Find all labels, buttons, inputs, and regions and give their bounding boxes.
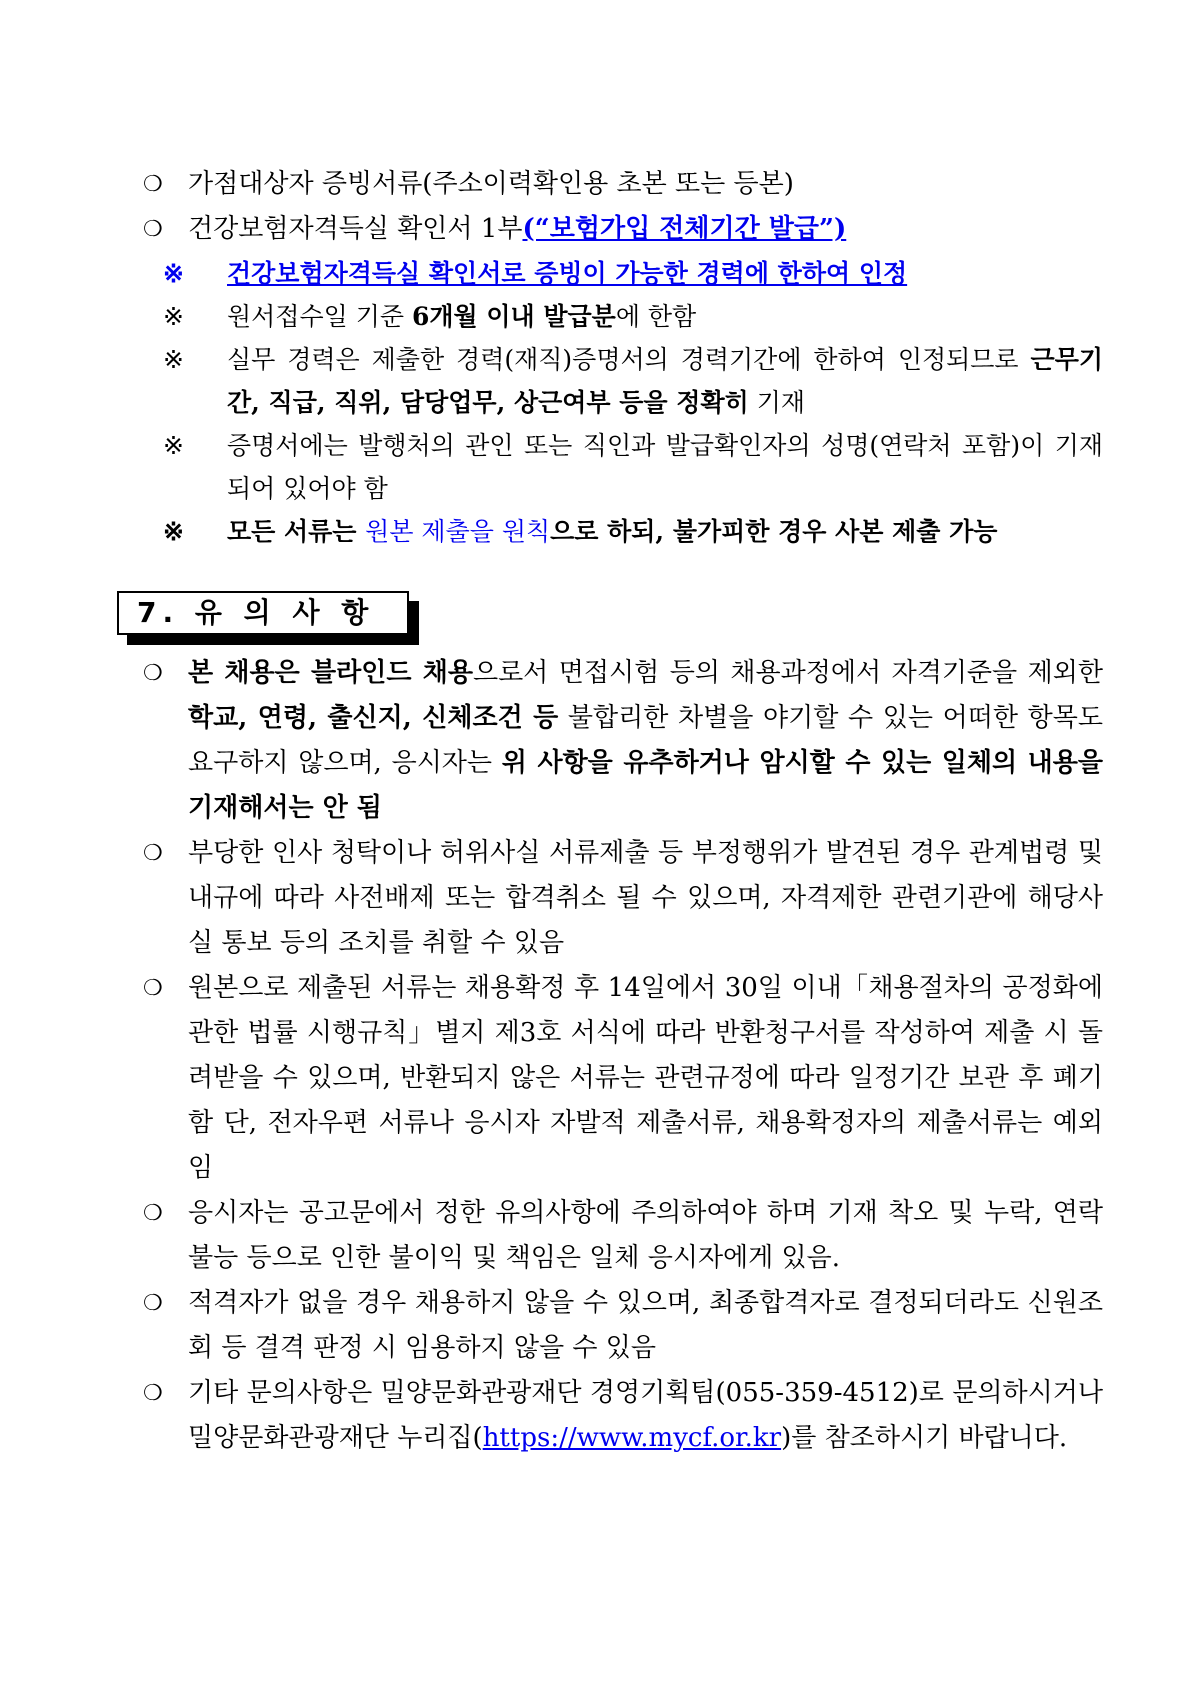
reference-mark: ※: [163, 302, 184, 331]
bold-text: 근무기간, 직급, 직위, 담당업무, 상근여부 등을 정확히: [227, 345, 1103, 417]
bullet-text: 원본으로 제출된 서류는 채용확정 후 14일에서 30일 이내「채용절차의 공정화에 관한 법률 시행규칙」별지 제3호 서식에 따라 반환청구서를 작성하여 제출 시 돌려받을 수 있으며, 반환되지 않은 서류는 관련규정에 따라 일정기간 보관 후 폐기함 단, 전자우편 서류나 응시자 자발적 제출서류, 채용확정자의 제출서류는 예외임: [188, 973, 1103, 1183]
bullet-item: [143, 162, 1103, 207]
bullet-item: [143, 207, 1103, 252]
bullet-item: [143, 966, 1103, 1191]
bullet-text: 으로서 면접시험 등의 채용과정에서 자격기준을 제외한: [472, 658, 1103, 688]
note-text: 원서접수일 기준: [227, 302, 412, 331]
note-item: [163, 510, 1103, 553]
bullet-text: )를 참조하시기 바랍니다.: [781, 1423, 1068, 1453]
note-item: [163, 338, 1103, 424]
bullet-text: 부당한 인사 청탁이나 허위사실 서류제출 등 부정행위가 발견된 경우 관계법령 및 내규에 따라 사전배제 또는 합격취소 될 수 있으며, 자격제한 관련기관에 해당사실 통보 등의 조치를 취할 수 있음: [188, 838, 1103, 958]
website-link[interactable]: https://www.mycf.or.kr: [482, 1423, 782, 1453]
note-text: 건강보험자격득실 확인서로 증빙이 가능한 경력에 한하여 인정: [227, 259, 908, 288]
section-title: 7. 유 의 사 항: [117, 591, 409, 635]
note-item: [163, 295, 1103, 338]
note-item: [163, 252, 1103, 295]
note-text: 으로 하되, 불가피한 경우 사본 제출 가능: [550, 517, 998, 546]
bullet-item: [143, 1281, 1103, 1371]
note-text: 실무 경력은 제출한 경력(재직)증명서의 경력기간에 한하여 인정되므로: [227, 345, 1031, 374]
bullet-item: [143, 831, 1103, 966]
bullet-item: [143, 1371, 1103, 1461]
highlight-text: 원본 제출을 원칙: [365, 517, 551, 546]
reference-mark: ※: [163, 517, 184, 546]
note-item: [163, 424, 1103, 510]
reference-mark: ※: [163, 431, 184, 460]
bullet-text: 기타 문의사항은 밀양문화관광재단 경영기획팀(055-359-4512)로 문의하시거나 밀양문화관광재단 누리집(: [188, 1378, 1103, 1453]
note-text: 에 한함: [615, 302, 697, 331]
reference-mark: ※: [163, 345, 184, 374]
note-text: 모든 서류는: [227, 517, 366, 546]
bold-text: 학교, 연령, 출신지, 신체조건 등: [188, 703, 559, 733]
bullet-item: [143, 651, 1103, 831]
highlight-text: (“보험가입 전체기간 발급”): [522, 214, 847, 244]
document-content: [137, 162, 1103, 1461]
reference-mark: ※: [163, 259, 184, 288]
bullet-text: 응시자는 공고문에서 정한 유의사항에 주의하여야 하며 기재 착오 및 누락, 연락불능 등으로 인한 불이익 및 책임은 일체 응시자에게 있음.: [188, 1198, 1103, 1273]
note-text: 기재: [748, 388, 805, 417]
bullet-text: 가점대상자 증빙서류(주소이력확인용 초본 또는 등본): [188, 169, 794, 199]
bullet-text: 건강보험자격득실 확인서 1부: [188, 214, 523, 244]
bullet-item: [143, 1191, 1103, 1281]
bullet-text: 적격자가 없을 경우 채용하지 않을 수 있으며, 최종합격자로 결정되더라도 신원조회 등 결격 판정 시 임용하지 않을 수 있음: [188, 1288, 1103, 1363]
bold-text: 위 사항을 유추하거나 암시할 수 있는 일체의 내용을 기재해서는 안 됨: [188, 748, 1103, 823]
bold-text: 6개월 이내 발급분: [411, 302, 616, 331]
bullet-text: 불합리한 차별을 야기할 수 있는 어떠한 항목도 요구하지 않으며, 응시자는: [188, 703, 1103, 778]
bold-text: 본 채용은 블라인드 채용: [188, 658, 473, 688]
section-heading: [117, 591, 409, 635]
note-text: 증명서에는 발행처의 관인 또는 직인과 발급확인자의 성명(연락처 포함)이 기재되어 있어야 함: [227, 431, 1103, 503]
